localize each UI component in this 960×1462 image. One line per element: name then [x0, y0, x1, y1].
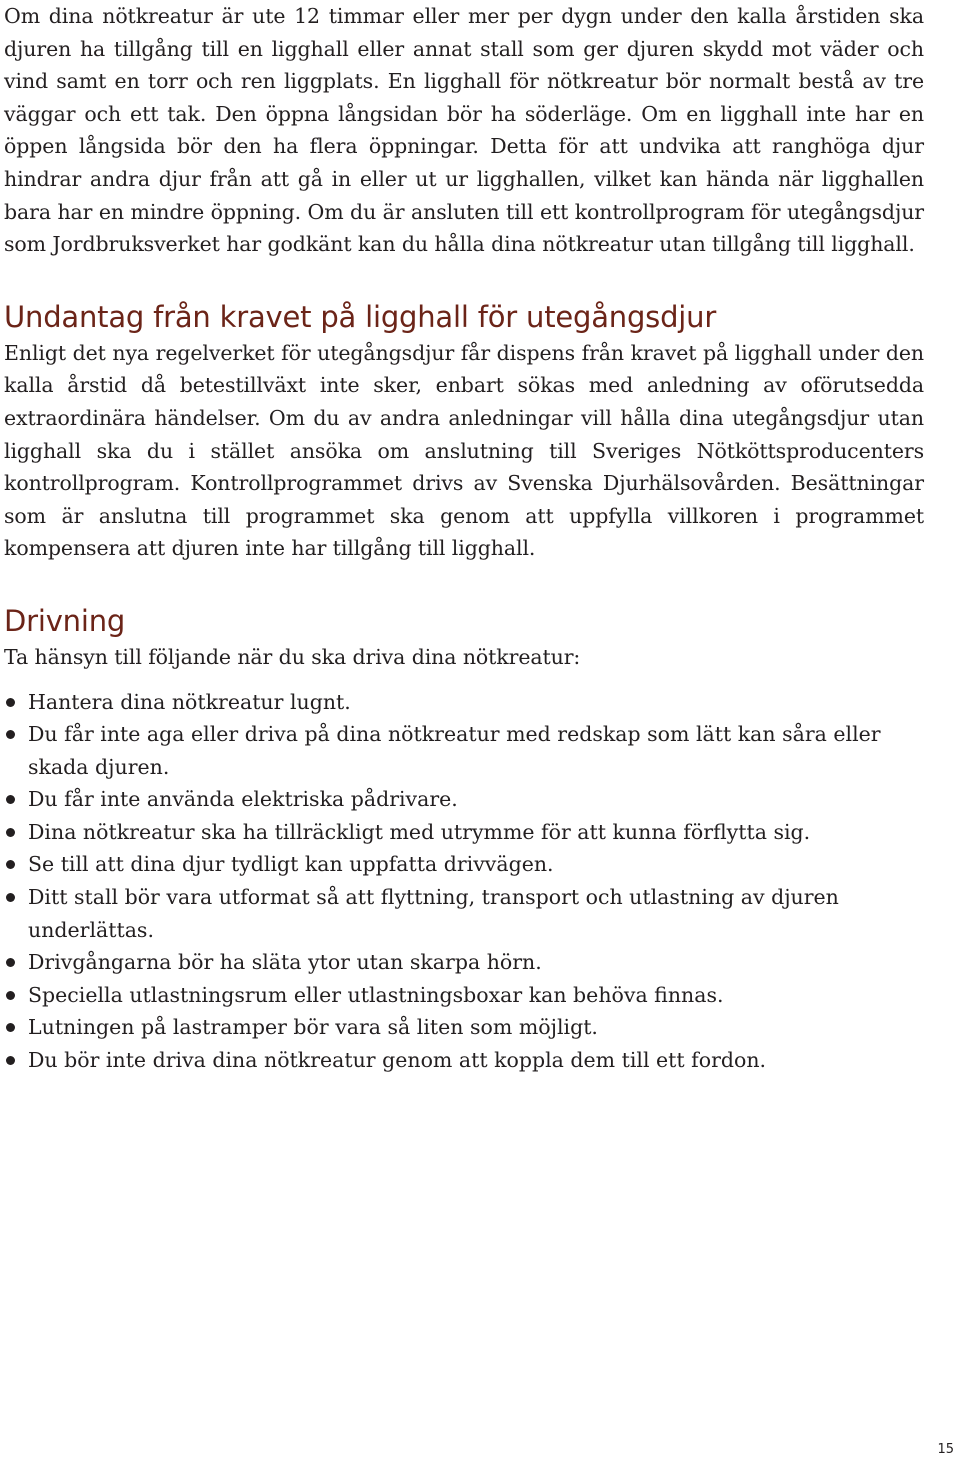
list-item-text: Ditt stall bör vara utformat så att flyttning, transport och utlastning av djuren underlättas. [28, 885, 839, 942]
bullet-icon [6, 958, 15, 967]
list-item [4, 979, 924, 1012]
page-content [4, 0, 924, 1077]
heading-drivning: Drivning [4, 603, 126, 638]
bullet-icon [6, 860, 15, 869]
list-item [4, 1044, 924, 1077]
drivning-intro: Ta hänsyn till följande när du ska driva dina nötkreatur: [4, 644, 581, 669]
list-item-text: Lutningen på lastramper bör vara så liten som möjligt. [28, 1015, 598, 1040]
bullet-icon [6, 1056, 15, 1065]
bullet-icon [6, 795, 15, 804]
page-number: 15 [937, 1442, 954, 1457]
bullet-icon [6, 828, 15, 837]
list-item-text: Hantera dina nötkreatur lugnt. [28, 689, 351, 714]
list-item-text: Du får inte aga eller driva på dina nötkreatur med redskap som lätt kan såra eller skada djuren. [28, 722, 881, 779]
list-item [4, 848, 924, 881]
list-item [4, 718, 924, 783]
bullet-icon [6, 1023, 15, 1032]
intro-paragraph: Om dina nötkreatur är ute 12 timmar eller mer per dygn under den kalla årstiden ska djuren ha tillgång till en ligghall eller annat stall som ger djuren skydd mot väder och vind samt en torr och ren liggplats. En ligghall för nötkreatur bör normalt bestå av tre väggar och ett tak. Den öppna långsidan bör ha söderläge. Om en ligghall inte har en öppen långsida bör den ha flera öppningar. Detta för att undvika att ranghöga djur hindrar andra djur från att gå in eller ut ur ligghallen, vilket kan hända när ligghallen bara har en mindre öppning. Om du är ansluten till ett kontrollprogram för utegångsdjur som Jordbruksverket har godkänt kan du hålla dina nötkreatur utan tillgång till ligghall. [4, 4, 924, 257]
list-item-text: Drivgångarna bör ha släta ytor utan skarpa hörn. [28, 950, 542, 975]
undantag-paragraph: Enligt det nya regelverket för utegångsdjur får dispens från kravet på ligghall under den kalla årstid då betestillväxt inte sker, enbart sökas med anledning av oförutsedda extraordinära händelser. Om du av andra anledningar vill hålla dina utegångsdjur utan ligghall ska du i stället ansöka om anslutning till Sveriges Nötköttsproducenters kontrollprogram. Kontrollprogrammet drivs av Svenska Djurhälsovården. Besättningar som är anslutna till programmet ska genom att uppfylla villkoren i programmet kompensera att djuren inte har tillgång till ligghall. [4, 340, 924, 561]
drivning-list [4, 686, 924, 1077]
list-item-text: Du får inte använda elektriska pådrivare. [28, 787, 458, 812]
heading-undantag: Undantag från kravet på ligghall för utegångsdjur [4, 299, 717, 334]
bullet-icon [6, 991, 15, 1000]
list-item [4, 686, 924, 719]
list-item [4, 881, 924, 946]
list-item-text: Du bör inte driva dina nötkreatur genom att koppla dem till ett fordon. [28, 1048, 767, 1073]
list-item-text: Speciella utlastningsrum eller utlastningsboxar kan behöva finnas. [28, 982, 724, 1007]
list-item [4, 1011, 924, 1044]
list-item [4, 783, 924, 816]
list-item [4, 946, 924, 979]
bullet-icon [6, 893, 15, 902]
list-item-text: Dina nötkreatur ska ha tillräckligt med utrymme för att kunna förflytta sig. [28, 819, 811, 844]
bullet-icon [6, 730, 15, 739]
list-item-text: Se till att dina djur tydligt kan uppfatta drivvägen. [28, 852, 554, 877]
list-item [4, 816, 924, 849]
bullet-icon [6, 698, 15, 707]
